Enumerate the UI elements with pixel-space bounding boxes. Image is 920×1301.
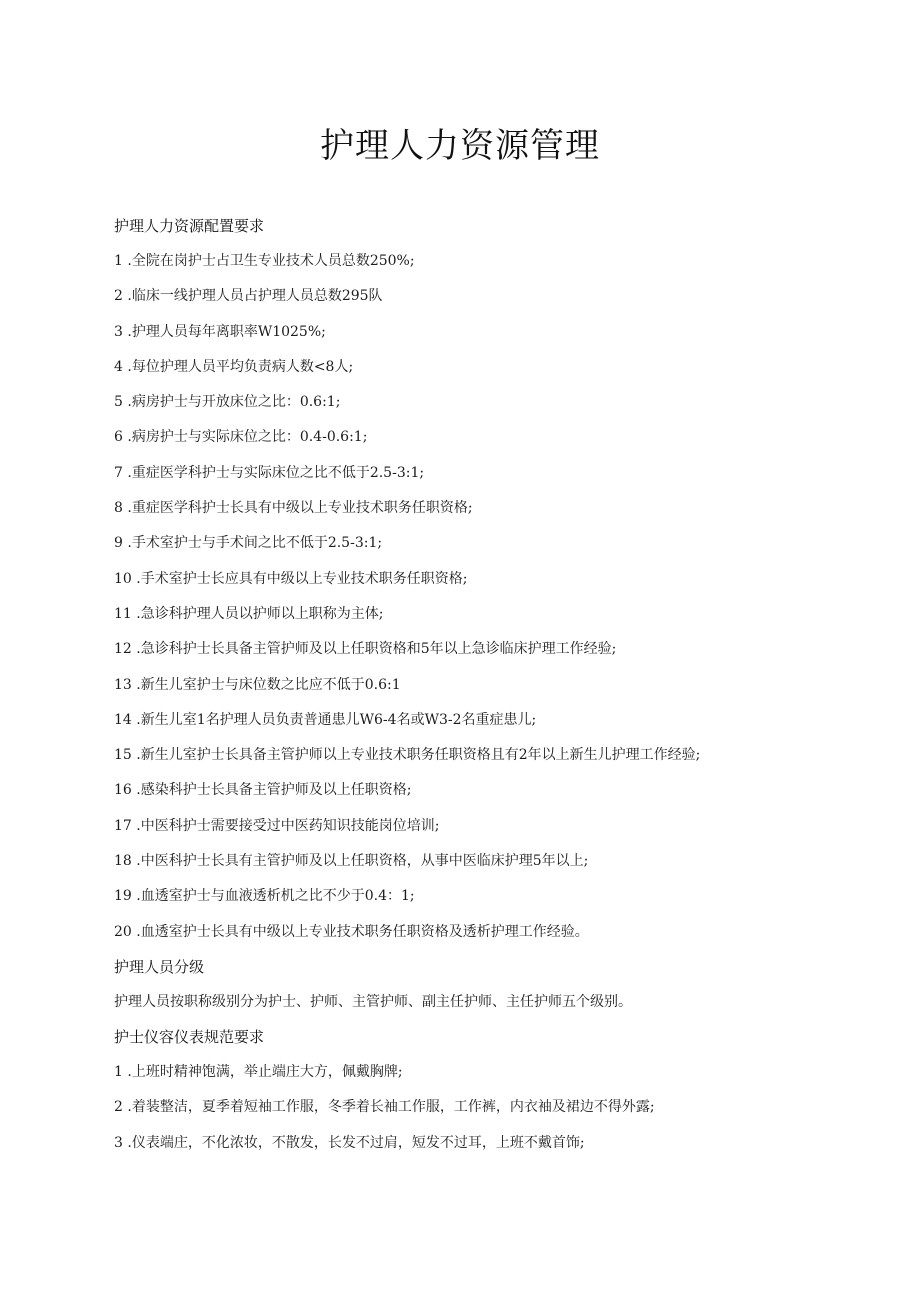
list-item: 16 .感染科护士长具备主管护师及以上任职资格; — [114, 782, 412, 799]
list-item: 14 .新生儿室1名护理人员负责普通患儿W6-4名或W3-2名重症患儿; — [114, 711, 537, 728]
list-item: 7 .重症医学科护士与实际床位之比不低于2.5-3:1; — [114, 464, 425, 481]
list-item: 3 .护理人员每年离职率W1025%; — [114, 323, 326, 340]
page-title: 护理人力资源管理 — [320, 126, 600, 166]
staffing-requirements-list — [114, 249, 904, 944]
list-item: 10 .手术室护士长应具有中级以上专业技术职务任职资格; — [114, 570, 468, 587]
list-item: 18 .中医科护士长具有主管护师及以上任职资格，从事中医临床护理5年以上; — [114, 853, 589, 870]
list-item: 2 .临床一线护理人员占护理人员总数295队 — [114, 288, 383, 305]
appearance-requirements-list — [114, 1060, 904, 1155]
list-item: 1 .全院在岗护士占卫生专业技术人员总数250%; — [114, 253, 415, 269]
grading-paragraph: 护理人员按职称级别分为护士、护师、主管护师、副主任护师、主任护师五个级别。 — [114, 993, 632, 1010]
section-heading-staffing: 护理人力资源配置要求 — [114, 217, 265, 235]
list-item: 12 .急诊科护士长具备主管护师及以上任职资格和5年以上急诊临床护理工作经验; — [114, 641, 617, 658]
document-body — [114, 214, 904, 1166]
list-item: 6 .病房护士与实际床位之比：0.4-0.6:1; — [114, 429, 368, 446]
list-item: 13 .新生儿室护士与床位数之比应不低于0.6:1 — [114, 676, 401, 693]
list-item: 8 .重症医学科护士长具有中级以上专业技术职务任职资格; — [114, 500, 473, 517]
list-item: 9 .手术室护士与手术间之比不低于2.5-3:1; — [114, 535, 383, 552]
list-item: 1 .上班时精神饱满，举止端庄大方，佩戴胸牌; — [114, 1063, 403, 1080]
list-item: 20 .血透室护士长具有中级以上专业技术职务任职资格及透析护理工作经验。 — [114, 923, 589, 940]
list-item: 17 .中医科护士需要接受过中医药知识技能岗位培训; — [114, 817, 440, 834]
list-item: 11 .急诊科护理人员以护师以上职称为主体; — [114, 605, 384, 622]
list-item: 3 .仪表端庄，不化浓妆，不散发，长发不过肩，短发不过耳，上班不戴首饰; — [114, 1134, 585, 1151]
list-item: 15 .新生儿室护士长具备主管护师以上专业技术职务任职资格且有2年以上新生儿护理工作经验; — [114, 747, 701, 764]
list-item: 4 .每位护理人员平均负责病人数<8人; — [114, 358, 354, 375]
list-item: 2 .着装整洁，夏季着短袖工作服，冬季着长袖工作服，工作裤，内衣袖及裙边不得外露; — [114, 1099, 655, 1116]
section-heading-appearance: 护士仪容仪表规范要求 — [114, 1027, 265, 1046]
section-heading-grading: 护理人员分级 — [114, 957, 205, 976]
list-item: 5 .病房护士与开放床位之比：0.6:1; — [114, 394, 341, 411]
list-item: 19 .血透室护士与血液透析机之比不少于0.4：1; — [114, 888, 415, 905]
